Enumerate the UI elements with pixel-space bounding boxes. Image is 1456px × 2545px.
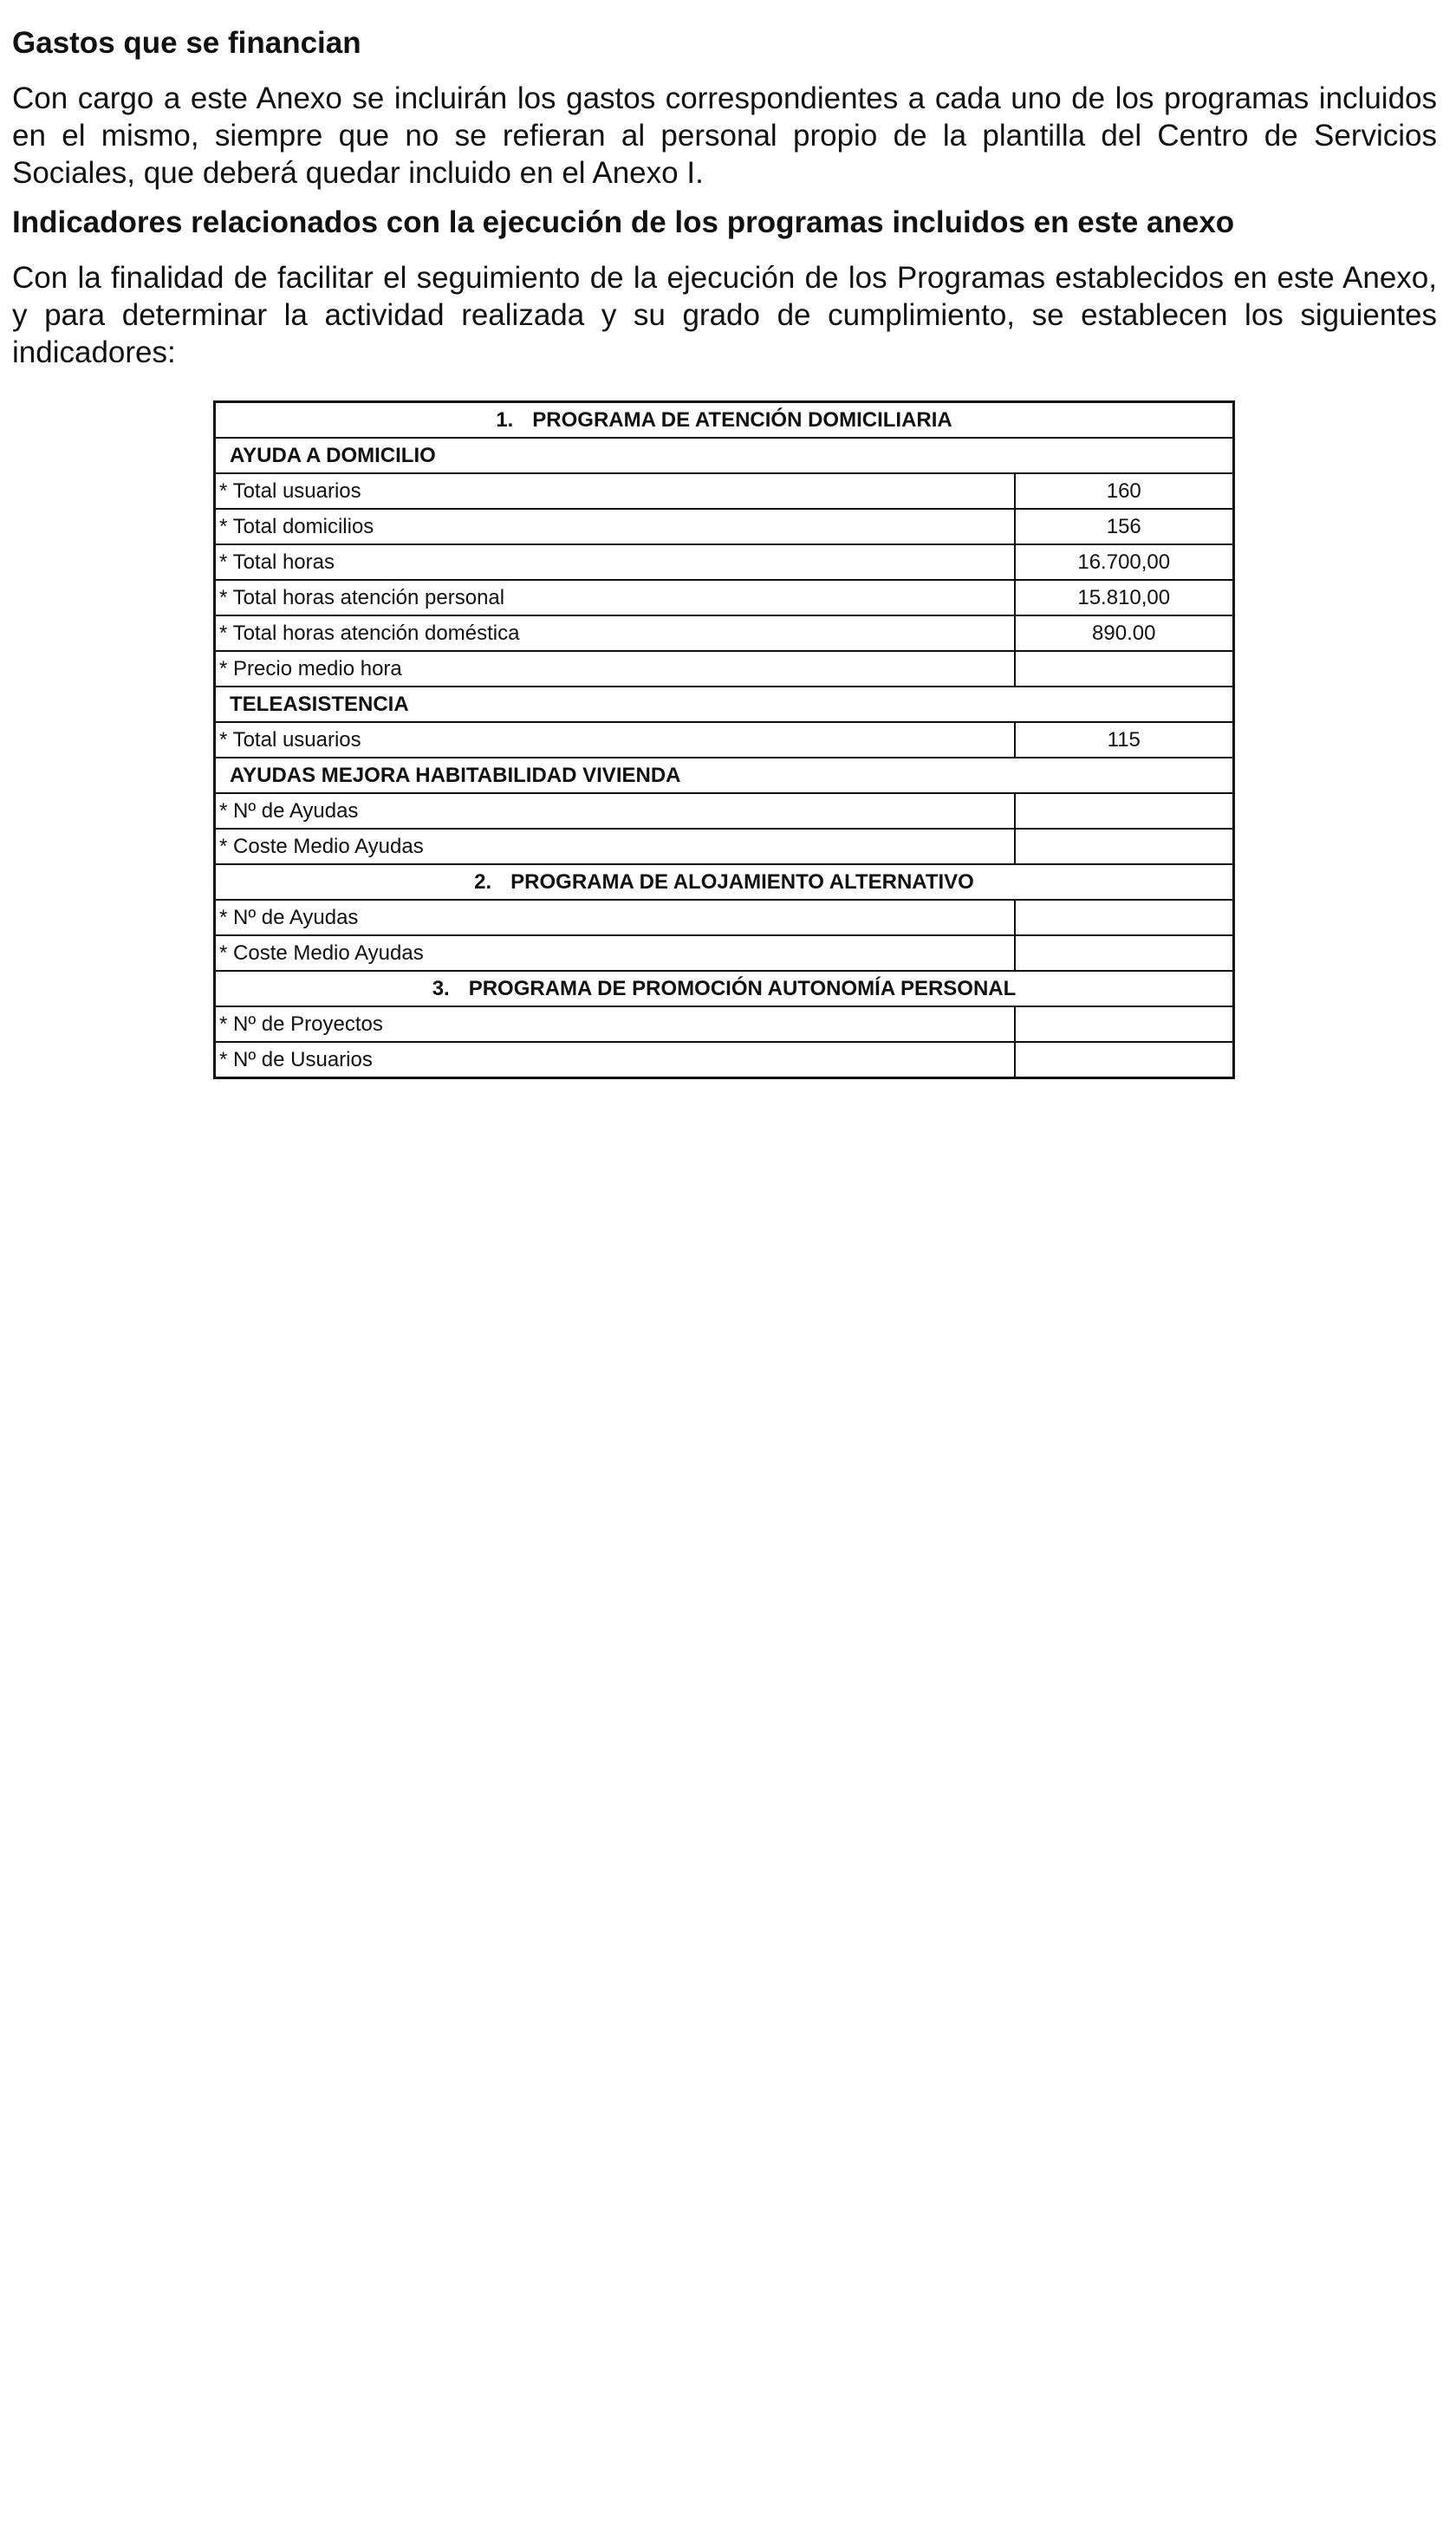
program-1-header [215, 402, 1234, 439]
subsection-ayuda-domicilio: AYUDA A DOMICILIO [215, 438, 1234, 473]
section-title-gastos: Gastos que se financian [12, 26, 361, 60]
row-label: * Nº de Proyectos [215, 1006, 1015, 1042]
row-value [1015, 651, 1234, 687]
row-label: * Total usuarios [215, 722, 1015, 758]
row-value: 16.700,00 [1015, 544, 1234, 580]
subsection-row [215, 438, 1234, 473]
table-row [215, 580, 1234, 615]
row-label: * Total horas atención personal [215, 580, 1015, 615]
program-header-row [215, 864, 1234, 900]
row-value: 15.810,00 [1015, 580, 1234, 615]
row-value [1015, 1006, 1234, 1042]
program-header-row [215, 402, 1234, 439]
row-label: * Coste Medio Ayudas [215, 935, 1015, 971]
program-2-number: 2. [474, 870, 492, 894]
row-label: * Total horas atención doméstica [215, 615, 1015, 651]
row-label: * Total horas [215, 544, 1015, 580]
table-row [215, 473, 1234, 509]
table-row [215, 544, 1234, 580]
row-label: * Precio medio hora [215, 651, 1015, 687]
program-2-header [215, 864, 1234, 900]
table-row [215, 722, 1234, 758]
program-3-header [215, 971, 1234, 1006]
row-value [1015, 793, 1234, 829]
program-3-number: 3. [432, 977, 450, 1000]
program-1-number: 1. [496, 408, 514, 432]
row-label: * Coste Medio Ayudas [215, 829, 1015, 864]
section-title-indicadores: Indicadores relacionados con la ejecución de los programas incluidos en este anexo [12, 205, 1235, 239]
subsection-row [215, 758, 1234, 793]
table-row [215, 1042, 1234, 1078]
row-label: * Nº de Ayudas [215, 900, 1015, 935]
program-1-title: PROGRAMA DE ATENCIÓN DOMICILIARIA [532, 408, 952, 432]
row-value: 115 [1015, 722, 1234, 758]
row-value [1015, 900, 1234, 935]
row-label: * Total domicilios [215, 509, 1015, 544]
row-label: * Nº de Ayudas [215, 793, 1015, 829]
indicators-table-wrapper [213, 400, 1232, 1079]
row-value: 156 [1015, 509, 1234, 544]
table-row [215, 829, 1234, 864]
row-value: 160 [1015, 473, 1234, 509]
row-value [1015, 1042, 1234, 1078]
row-value [1015, 935, 1234, 971]
paragraph-indicadores: Con la finalidad de facilitar el seguimiento de la ejecución de los Programas establecidos en este Anexo, y para determinar la actividad realizada y su grado de cumplimiento, se establecen los siguientes indicadores: [12, 261, 1437, 369]
program-2-title: PROGRAMA DE ALOJAMIENTO ALTERNATIVO [510, 870, 974, 894]
table-row [215, 615, 1234, 651]
row-label: * Total usuarios [215, 473, 1015, 509]
row-label: * Nº de Usuarios [215, 1042, 1015, 1078]
subsection-teleasistencia: TELEASISTENCIA [215, 687, 1234, 722]
document-page [12, 24, 1437, 371]
program-header-row [215, 971, 1234, 1006]
paragraph-gastos: Con cargo a este Anexo se incluirán los gastos correspondientes a cada uno de los programas incluidos en el mismo, siempre que no se refieran al personal propio de la plantilla del Centro de Servicios Sociales, que deberá quedar incluido en el Anexo I. [12, 81, 1437, 190]
program-3-title: PROGRAMA DE PROMOCIÓN AUTONOMÍA PERSONAL [468, 977, 1017, 1000]
row-value [1015, 829, 1234, 864]
table-row [215, 1006, 1234, 1042]
table-row [215, 935, 1234, 971]
subsection-row [215, 687, 1234, 722]
table-row [215, 509, 1234, 544]
table-row [215, 900, 1234, 935]
row-value: 890.00 [1015, 615, 1234, 651]
indicators-table [213, 400, 1235, 1079]
subsection-habitabilidad: AYUDAS MEJORA HABITABILIDAD VIVIENDA [215, 758, 1234, 793]
table-row [215, 793, 1234, 829]
table-row [215, 651, 1234, 687]
